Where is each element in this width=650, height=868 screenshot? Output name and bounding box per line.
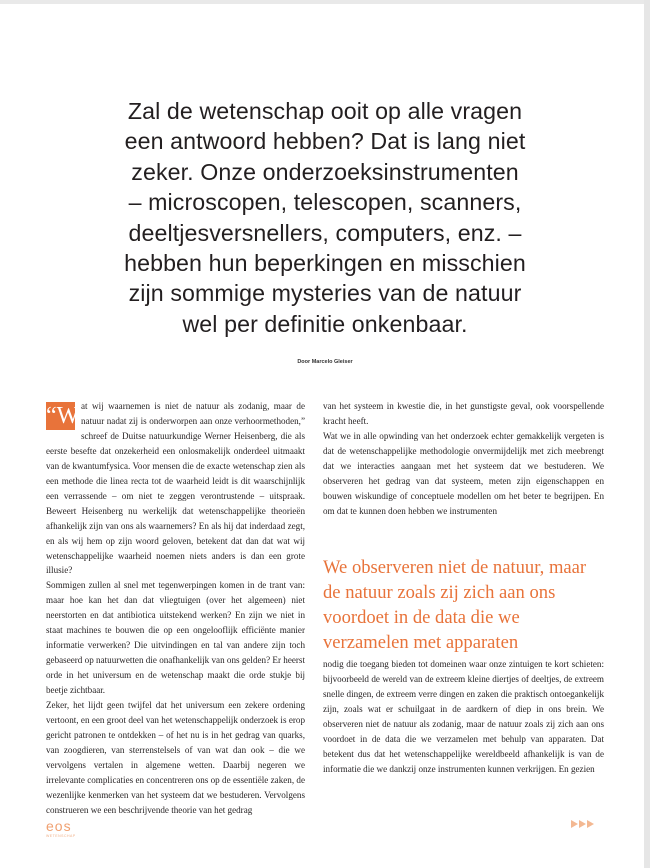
magazine-logo-subtitle: WETENSCHAP	[46, 834, 76, 838]
intro-line: deeltjesversnellers, computers, enz. –	[128, 219, 522, 246]
body-paragraph: nodig die toegang bieden tot domeinen waar onze zintuigen te kort schieten: bijvoorbeeld de wereld van de extreem kleine diertjes of deeltjes, de extreem snelle dingen, de extreem verre dingen en zaken die praktisch ontoegankelijk zijn, zoals wat er schuilgaat in de aardkern of diep in ons brein. We observeren niet de natuur als zodanig, maar de natuur zoals zij zich aan ons voordoet in de data die we verzamelen met behulp van apparaten. Dat betekent dus dat het wetenschappelijke wereldbeeld afhankelijk is van de informatie die we dankzij onze instrumenten kunnen verkrijgen. En gezien	[323, 659, 604, 774]
arrow-icon	[579, 820, 586, 828]
intro-line: zijn sommige mysteries van de natuur	[128, 280, 522, 307]
pull-quote: We observeren niet de natuur, maar de natuur zoals zij zich aan ons voordoet in de data die we verzamelen met apparaten	[323, 557, 587, 653]
body-paragraph: Sommigen zullen al snel met tegenwerpingen komen in de trant van: maar hoe kan het dan dat vliegtuigen (over het algemeen) niet neerstorten en dat antibiotica uitstekend werken? En zijn we niet in staat machines te bouwen die op een ongelooflijk efficiënte manier informatie verwerken? Die uitvindingen en tal van andere zijn toch gebaseerd op natuurwetten die onafhankelijk van ons gelden? Er heerst orde in het universum en de wetenschap maakt die orde stukje bij beetje zichtbaar.	[46, 580, 305, 696]
magazine-logo: eos	[46, 818, 72, 834]
arrow-icon	[571, 820, 578, 828]
right-border	[644, 0, 650, 868]
intro-line: een antwoord hebben? Dat is lang niet	[124, 128, 526, 155]
body-paragraph: van het systeem in kwestie die, in het gunstigste geval, ook voorspellende kracht heeft.	[323, 401, 604, 426]
top-border	[0, 0, 650, 4]
intro-line: – microscopen, telescopen, scanners,	[128, 189, 522, 216]
author-byline: Door Marcelo Gleiser	[297, 359, 353, 365]
intro-line: wel per definitie onkenbaar.	[182, 310, 468, 337]
body-paragraph-text: at wij waarnemen is niet de natuur als zodanig, maar de natuur nadat zij is onderworpen aan onze verhoormethoden,” schreef de Duitse natuurkundige Werner Heisenberg, die als eerste besefte dat onzekerheid een onlosmakelijk onderdeel uitmaakt van de kwantumfysica. Voor mensen die de exacte wetenschap zien als een methode die linea recta tot de waarheid leidt is dit waarschijnlijk een verrassende – om niet te zeggen verontrustende – uitspraak. Beweert Heisenberg nu werkelijk dat wetenschappelijke theorieën afhankelijk zijn van ons als waarnemers? En als hij dat inderdaad zegt, en als wij hem op zijn woord geloven, betekent dat dan dat wat wij wetenschappelijke waarheid noemen niets anders is dan een grote illusie?	[46, 401, 305, 576]
intro-line: zeker. Onze onderzoeksinstrumenten	[131, 158, 519, 185]
body-column-left	[46, 399, 305, 818]
intro-line: Zal de wetenschap ooit op alle vragen	[127, 98, 523, 124]
body-paragraph: Zeker, het lijdt geen twijfel dat het universum een zekere ordening vertoont, en een groot deel van het wetenschappelijk onderzoek is erop gericht patronen te ontdekken – of het nu is in het gedrag van quarks, van zoogdieren, van sterrenstelsels of van wat dan ook – die we vervolgens vertalen in algemene wetten. Daarbij negeren we irrelevante complicaties en concentreren ons op de essentiële zaken, de wezenlijke kenmerken van het systeem dat we bestuderen. Vervolgens construeren we een beschrijvende theorie van het gedrag	[46, 700, 305, 815]
arrow-icon	[587, 820, 594, 828]
next-page-arrows-icon	[571, 820, 594, 828]
dropcap: “W	[46, 403, 80, 429]
body-column-right-bottom	[323, 657, 604, 777]
intro-line: hebben hun beperkingen en misschien	[124, 250, 526, 277]
body-paragraph: Wat we in alle opwinding van het onderzoek echter gemakkelijk vergeten is dat de wetenschappelijke methodologie onvermijdelijk met zich meebrengt dat we interacties aangaan met het systeem dat we bestuderen. We observeren het gedrag van dat systeem, meten zijn eigenschappen en bouwen wiskundige of conceptuele modellen om het beter te begrijpen. En om dat te kunnen doen hebben we instrumenten	[323, 430, 604, 516]
body-paragraph	[46, 399, 305, 578]
intro-text	[40, 96, 610, 339]
body-column-right-top	[323, 399, 604, 519]
